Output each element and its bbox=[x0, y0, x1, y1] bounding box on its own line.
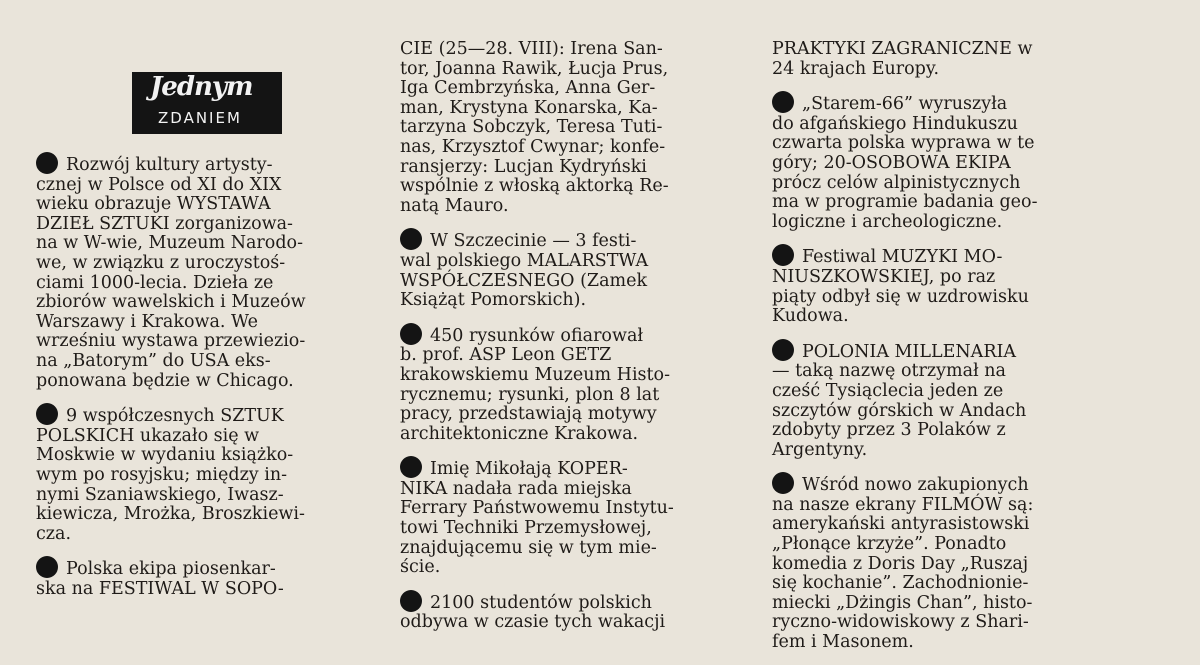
bullet-icon bbox=[36, 403, 58, 425]
news-text: Ferrary Państwowemu Instytu- bbox=[400, 498, 674, 519]
news-text: CIE (25—28. VIII): Irena San- bbox=[400, 39, 663, 59]
news-line bbox=[36, 195, 366, 215]
news-line bbox=[772, 472, 1114, 496]
news-text: na w W-wie, Muzeum Narodo- bbox=[36, 233, 303, 254]
news-text: cześć Tysiąclecia jeden ze bbox=[772, 380, 1004, 401]
news-text: Kudowa. bbox=[772, 306, 849, 327]
news-text: miecki „Dżingis Chan”, histo- bbox=[772, 592, 1033, 613]
news-text: Festiwal MUZYKI MO- bbox=[802, 247, 1003, 268]
news-line bbox=[400, 480, 736, 500]
news-line bbox=[400, 79, 736, 99]
news-line bbox=[400, 99, 736, 119]
news-text: towi Techniki Przemysłowej, bbox=[400, 518, 652, 539]
news-text: POLONIA MILLENARIA bbox=[802, 341, 1017, 362]
news-text: „Starem-66” wyruszyła bbox=[802, 94, 1008, 115]
masthead-subtitle: ZDANIEM bbox=[158, 109, 242, 127]
news-line bbox=[400, 425, 736, 445]
news-text: Polska ekipa piosenkar- bbox=[66, 559, 276, 580]
news-line bbox=[36, 466, 366, 486]
news-line bbox=[400, 386, 736, 406]
news-line bbox=[400, 539, 736, 559]
news-line bbox=[400, 252, 736, 272]
news-text: do afgańskiego Hindukuszu bbox=[772, 113, 1018, 134]
news-text: Wśród nowo zakupionych bbox=[802, 475, 1029, 496]
news-line bbox=[772, 594, 1114, 614]
news-text: ponowana będzie w Chicago. bbox=[36, 370, 294, 391]
news-text: 2100 studentów polskich bbox=[430, 592, 652, 613]
bullet-icon bbox=[400, 590, 422, 612]
news-text: wrześniu wystawa przewiezio- bbox=[36, 331, 306, 352]
news-line bbox=[772, 307, 1114, 327]
news-text: PRAKTYKI ZAGRANICZNE w bbox=[772, 39, 1033, 59]
news-text: góry; 20-OSOBOWA EKIPA bbox=[772, 152, 1011, 173]
news-line bbox=[36, 254, 366, 274]
news-text: Imię Mikołają KOPER- bbox=[430, 459, 628, 480]
news-line bbox=[400, 405, 736, 425]
news-line bbox=[400, 291, 736, 311]
news-text: czwarta polska wyprawa w te bbox=[772, 133, 1035, 154]
news-item bbox=[400, 590, 736, 633]
news-line bbox=[400, 272, 736, 292]
bullet-icon bbox=[400, 228, 422, 250]
news-item bbox=[772, 91, 1114, 232]
news-line bbox=[772, 555, 1114, 575]
news-line bbox=[400, 138, 736, 158]
news-line bbox=[36, 486, 366, 506]
news-text: się kochanie”. Zachodnionie- bbox=[772, 573, 1029, 594]
news-line bbox=[36, 352, 366, 372]
news-line bbox=[400, 346, 736, 366]
news-line bbox=[400, 499, 736, 519]
news-item bbox=[400, 40, 736, 216]
news-line bbox=[36, 372, 366, 392]
news-text: architektoniczne Krakowa. bbox=[400, 423, 639, 444]
news-item bbox=[400, 456, 736, 578]
news-line bbox=[36, 446, 366, 466]
news-list bbox=[36, 152, 366, 599]
news-item bbox=[772, 339, 1114, 461]
news-text: ransjerzy: Lucjan Kydryński bbox=[400, 156, 647, 177]
news-text: DZIEŁ SZTUKI zorganizowa- bbox=[36, 213, 293, 234]
news-line bbox=[400, 158, 736, 178]
news-text: wym po rosyjsku; między in- bbox=[36, 464, 288, 485]
news-text: fem i Masonem. bbox=[772, 632, 914, 653]
news-text: wal polskiego MALARSTWA bbox=[400, 250, 649, 271]
news-line bbox=[772, 362, 1114, 382]
news-text: Argentyny. bbox=[772, 439, 868, 460]
news-text: b. prof. ASP Leon GETZ bbox=[400, 345, 612, 366]
bullet-icon bbox=[36, 152, 58, 174]
news-line bbox=[772, 91, 1114, 115]
column-2 bbox=[400, 40, 736, 645]
bullet-icon bbox=[772, 91, 794, 113]
news-item bbox=[36, 152, 366, 391]
news-text: cznej w Polsce od XI do XIX bbox=[36, 174, 282, 195]
news-text: krakowskiemu Muzeum Histo- bbox=[400, 364, 671, 385]
news-line bbox=[400, 323, 736, 347]
news-text: W Szczecinie — 3 festi- bbox=[430, 231, 637, 252]
news-text: pracy, przedstawiają motywy bbox=[400, 404, 657, 425]
news-text: piąty odbył się w uzdrowisku bbox=[772, 286, 1029, 307]
news-line bbox=[772, 402, 1114, 422]
news-line bbox=[772, 134, 1114, 154]
news-list bbox=[772, 40, 1114, 653]
news-line bbox=[772, 244, 1114, 268]
news-text: POLSKICH ukazało się w bbox=[36, 425, 260, 446]
news-item bbox=[36, 403, 366, 544]
news-line bbox=[36, 152, 366, 176]
news-text: ska na FESTIWAL W SOPO- bbox=[36, 578, 284, 599]
news-text: Książąt Pomorskich). bbox=[400, 290, 587, 311]
news-text: Moskwie w wydaniu książko- bbox=[36, 445, 294, 466]
news-line bbox=[772, 441, 1114, 461]
news-text: prócz celów alpinistycznych bbox=[772, 172, 1021, 193]
news-line bbox=[36, 556, 366, 580]
news-text: Iga Cembrzyńska, Anna Ger- bbox=[400, 78, 656, 99]
news-line bbox=[400, 118, 736, 138]
news-line bbox=[400, 197, 736, 217]
news-line bbox=[36, 293, 366, 313]
news-text: 24 krajach Europy. bbox=[772, 58, 940, 79]
news-item bbox=[772, 244, 1114, 326]
news-text: zbiorów wawelskich i Muzeów bbox=[36, 292, 306, 313]
bullet-icon bbox=[772, 339, 794, 361]
news-line bbox=[400, 558, 736, 578]
news-line bbox=[772, 382, 1114, 402]
news-line bbox=[400, 590, 736, 614]
news-line bbox=[772, 339, 1114, 363]
news-text: rycznemu; rysunki, plon 8 lat bbox=[400, 384, 660, 405]
news-text: cza. bbox=[36, 523, 72, 544]
news-text: NIUSZKOWSKIEJ, po raz bbox=[772, 266, 996, 287]
news-line bbox=[772, 268, 1114, 288]
news-text: na nasze ekrany FILMÓW są: bbox=[772, 494, 1034, 515]
news-line bbox=[36, 332, 366, 352]
news-text: Warszawy i Krakowa. We bbox=[36, 311, 258, 332]
news-text: kiewicza, Mrożka, Broszkiewi- bbox=[36, 504, 305, 525]
news-line bbox=[400, 228, 736, 252]
bullet-icon bbox=[36, 556, 58, 578]
news-line bbox=[400, 613, 736, 633]
news-text: Rozwój kultury artysty- bbox=[66, 155, 273, 175]
news-text: komedia z Doris Day „Ruszaj bbox=[772, 553, 1029, 574]
news-text: nymi Szaniawskiego, Iwasz- bbox=[36, 484, 284, 505]
news-line bbox=[36, 215, 366, 235]
news-line bbox=[772, 174, 1114, 194]
masthead-title: Jednym bbox=[150, 72, 253, 102]
news-line bbox=[36, 234, 366, 254]
column-1 bbox=[36, 72, 366, 611]
news-line bbox=[36, 403, 366, 427]
news-text: 9 współczesnych SZTUK bbox=[66, 406, 284, 427]
news-line bbox=[772, 613, 1114, 633]
news-line bbox=[772, 60, 1114, 80]
news-line bbox=[400, 366, 736, 386]
news-line bbox=[400, 40, 736, 60]
news-text: — taką nazwę otrzymał na bbox=[772, 361, 1006, 382]
news-text: znajdującemu się w tym mie- bbox=[400, 537, 657, 558]
news-line bbox=[772, 574, 1114, 594]
news-text: zdobyty przez 3 Polaków z bbox=[772, 420, 1006, 441]
news-text: WSPÓŁCZESNEGO (Zamek bbox=[400, 270, 648, 291]
news-text: NIKA nadała rada miejska bbox=[400, 478, 632, 499]
news-text: „Płonące krzyże”. Ponadto bbox=[772, 534, 1007, 555]
news-line bbox=[772, 515, 1114, 535]
news-text: nas, Krzysztof Cwynar; konfe- bbox=[400, 136, 666, 157]
news-line bbox=[36, 525, 366, 545]
section-masthead bbox=[132, 72, 282, 134]
news-text: na „Batorym” do USA eks- bbox=[36, 350, 271, 371]
news-text: 450 rysunków ofiarował bbox=[430, 325, 644, 346]
news-line bbox=[772, 213, 1114, 233]
news-text: man, Krystyna Konarska, Ka- bbox=[400, 97, 658, 118]
news-line bbox=[36, 427, 366, 447]
news-text: tarzyna Sobczyk, Teresa Tuti- bbox=[400, 117, 663, 138]
news-line bbox=[36, 313, 366, 333]
news-list bbox=[400, 40, 736, 633]
news-line bbox=[772, 633, 1114, 653]
news-line bbox=[400, 519, 736, 539]
news-line bbox=[772, 154, 1114, 174]
news-text: amerykański antyrasistowski bbox=[772, 514, 1030, 535]
news-text: ście. bbox=[400, 557, 441, 578]
news-text: odbywa w czasie tych wakacji bbox=[400, 612, 666, 633]
bullet-icon bbox=[400, 323, 422, 345]
news-line bbox=[772, 288, 1114, 308]
news-line bbox=[36, 274, 366, 294]
news-line bbox=[400, 456, 736, 480]
news-line bbox=[400, 177, 736, 197]
news-line bbox=[772, 193, 1114, 213]
news-line bbox=[772, 115, 1114, 135]
bullet-icon bbox=[772, 244, 794, 266]
news-item bbox=[400, 323, 736, 445]
bullet-icon bbox=[772, 472, 794, 494]
news-item bbox=[36, 556, 366, 599]
news-text: we, w związku z uroczystoś- bbox=[36, 252, 286, 273]
news-item bbox=[400, 228, 736, 310]
news-text: wspólnie z włoską aktorką Re- bbox=[400, 176, 669, 197]
news-text: logiczne i archeologiczne. bbox=[772, 211, 1003, 232]
news-text: tor, Joanna Rawik, Łucja Prus, bbox=[400, 58, 669, 79]
bullet-icon bbox=[400, 456, 422, 478]
news-item bbox=[772, 40, 1114, 79]
column-3 bbox=[772, 40, 1114, 665]
news-text: ciami 1000-lecia. Dzieła ze bbox=[36, 272, 274, 293]
news-item bbox=[772, 472, 1114, 652]
news-text: szczytów górskich w Andach bbox=[772, 400, 1027, 421]
news-line bbox=[772, 496, 1114, 516]
news-line bbox=[772, 421, 1114, 441]
news-line bbox=[36, 580, 366, 600]
news-line bbox=[772, 40, 1114, 60]
news-text: ma w programie badania geo- bbox=[772, 192, 1038, 213]
news-text: ryczno-widowiskowy z Shari- bbox=[772, 612, 1029, 633]
news-line bbox=[400, 60, 736, 80]
news-text: wieku obrazuje WYSTAWA bbox=[36, 194, 271, 215]
news-line bbox=[36, 505, 366, 525]
news-line bbox=[36, 176, 366, 196]
news-line bbox=[772, 535, 1114, 555]
news-text: natą Mauro. bbox=[400, 195, 509, 216]
